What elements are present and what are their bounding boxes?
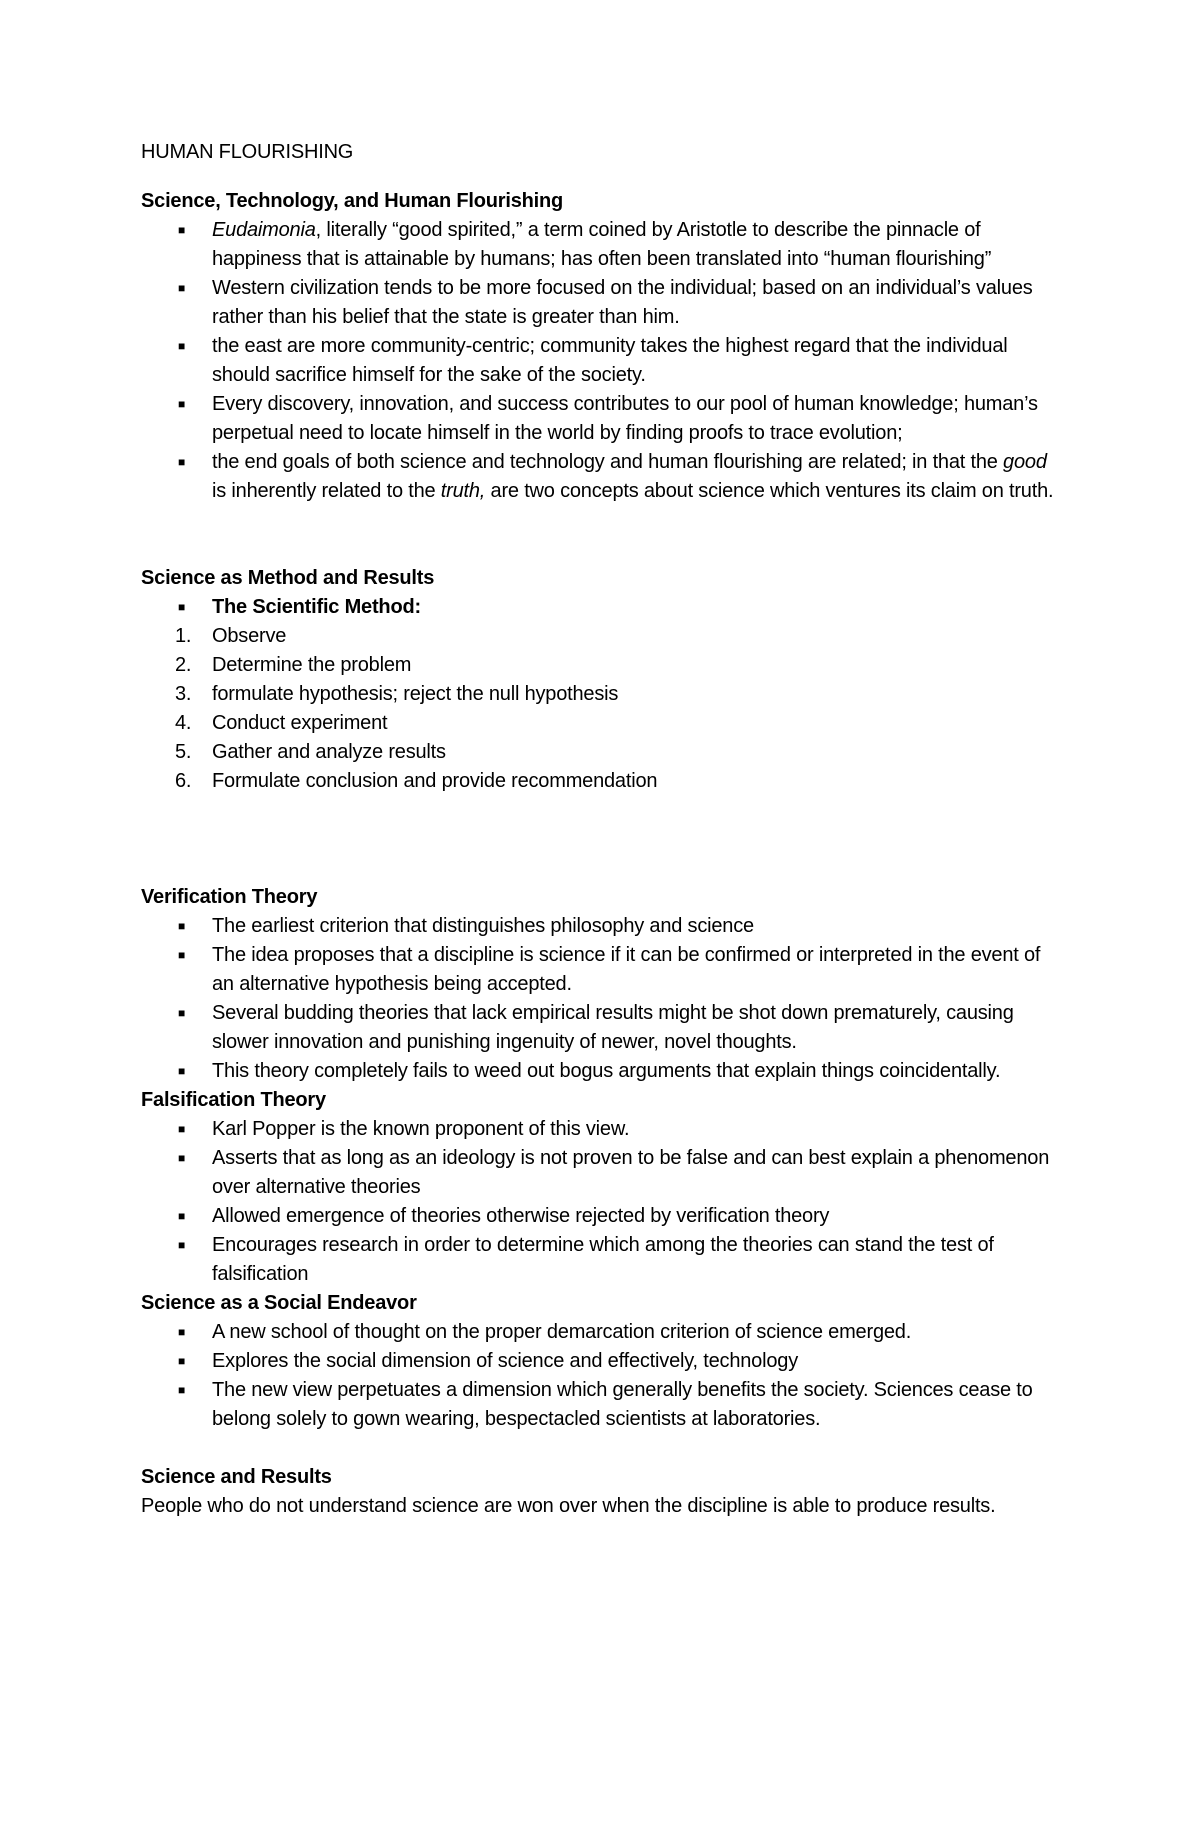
bullet-marker: ■ bbox=[178, 1122, 186, 1136]
spacer bbox=[141, 506, 1061, 564]
bullet-marker: ■ bbox=[178, 281, 186, 295]
list-item-text: Observe bbox=[212, 625, 287, 647]
bullet-marker: ■ bbox=[178, 455, 186, 469]
list-number: 4. bbox=[175, 712, 192, 734]
list-item-text: The idea proposes that a discipline is science if it can be confirmed or interpreted in the event of an alternative hypothesis being accepted. bbox=[212, 944, 1041, 995]
body-paragraph: People who do not understand science are won over when the discipline is able to produce results. bbox=[141, 1495, 996, 1517]
list-item bbox=[141, 941, 1061, 999]
bullet-marker: ■ bbox=[178, 600, 186, 614]
document-title: HUMAN FLOURISHING bbox=[141, 141, 354, 163]
list-item-text: The new view perpetuates a dimension which generally benefits the society. Sciences cease to belong solely to gown wearing, bespectacled scientists at laboratories. bbox=[212, 1379, 1033, 1430]
list-item-text: Formulate conclusion and provide recommendation bbox=[212, 770, 658, 792]
bullet-marker: ■ bbox=[178, 397, 186, 411]
eudaimonia-term: Eudaimonia bbox=[212, 219, 316, 241]
bullet-marker: ■ bbox=[178, 223, 186, 237]
good-term: good bbox=[1003, 451, 1047, 473]
list-number: 5. bbox=[175, 741, 192, 763]
list-item bbox=[141, 390, 1061, 448]
bullet-list-falsification bbox=[141, 1115, 1061, 1289]
list-item bbox=[141, 593, 1061, 622]
list-item bbox=[141, 1115, 1061, 1144]
list-item-text: Several budding theories that lack empirical results might be shot down prematurely, causing slower innovation and punishing ingenuity of newer, novel thoughts. bbox=[212, 1002, 1014, 1053]
bullet-marker: ■ bbox=[178, 1006, 186, 1020]
list-item bbox=[141, 274, 1061, 332]
bullet-marker: ■ bbox=[178, 1383, 186, 1397]
spacer bbox=[141, 1434, 1061, 1463]
list-item bbox=[141, 767, 1061, 796]
list-item bbox=[141, 709, 1061, 738]
list-item-text: Karl Popper is the known proponent of this view. bbox=[212, 1118, 630, 1140]
list-item-text: Asserts that as long as an ideology is not proven to be false and can best explain a phenomenon over alternative theories bbox=[212, 1147, 1050, 1198]
bullet-marker: ■ bbox=[178, 948, 186, 962]
list-item bbox=[141, 1144, 1061, 1202]
list-item bbox=[141, 332, 1061, 390]
list-item-text: Allowed emergence of theories otherwise rejected by verification theory bbox=[212, 1205, 830, 1227]
list-item-text: are two concepts about science which ventures its claim on truth. bbox=[485, 480, 1054, 502]
list-item bbox=[141, 912, 1061, 941]
list-item-text: Gather and analyze results bbox=[212, 741, 446, 763]
list-item-text: Conduct experiment bbox=[212, 712, 388, 734]
bullet-marker: ■ bbox=[178, 919, 186, 933]
bullet-list-method bbox=[141, 593, 1061, 622]
bullet-marker: ■ bbox=[178, 1064, 186, 1078]
list-item bbox=[141, 651, 1061, 680]
list-item bbox=[141, 1202, 1061, 1231]
list-number: 3. bbox=[175, 683, 192, 705]
bullet-marker: ■ bbox=[178, 1325, 186, 1339]
list-item-text: The earliest criterion that distinguishes philosophy and science bbox=[212, 915, 754, 937]
truth-term: truth, bbox=[440, 480, 486, 502]
list-item-text: Explores the social dimension of science and effectively, technology bbox=[212, 1350, 798, 1372]
list-number: 2. bbox=[175, 654, 192, 676]
spacer bbox=[141, 796, 1061, 883]
list-item-text: A new school of thought on the proper demarcation criterion of science emerged. bbox=[212, 1321, 912, 1343]
list-item-text: Every discovery, innovation, and success contributes to our pool of human knowledge; human’s perpetual need to locate himself in the world by finding proofs to trace evolution; bbox=[212, 393, 1038, 444]
list-item-text: the end goals of both science and technology and human flourishing are related; in that the bbox=[212, 451, 1004, 473]
list-item bbox=[141, 1057, 1061, 1086]
bullet-marker: ■ bbox=[178, 1354, 186, 1368]
section-heading-science-results: Science and Results bbox=[141, 1466, 332, 1488]
list-item bbox=[141, 622, 1061, 651]
list-item-text: the east are more community-centric; community takes the highest regard that the individual should sacrifice himself for the sake of the society. bbox=[212, 335, 1008, 386]
list-item bbox=[141, 1318, 1061, 1347]
list-item-text: This theory completely fails to weed out bogus arguments that explain things coincidentally. bbox=[212, 1060, 1001, 1082]
bullet-list-social-endeavor bbox=[141, 1318, 1061, 1434]
list-number: 1. bbox=[175, 625, 192, 647]
list-item-text: formulate hypothesis; reject the null hypothesis bbox=[212, 683, 619, 705]
list-number: 6. bbox=[175, 770, 192, 792]
numbered-list-scientific-method bbox=[141, 622, 1061, 796]
list-item bbox=[141, 738, 1061, 767]
list-item-text: Western civilization tends to be more focused on the individual; based on an individual’s values rather than his belief that the state is greater than him. bbox=[212, 277, 1033, 328]
section-heading-human-flourishing: Science, Technology, and Human Flourishing bbox=[141, 190, 564, 212]
document-page bbox=[141, 138, 1061, 1521]
list-item-text: Encourages research in order to determine which among the theories can stand the test of falsification bbox=[212, 1234, 994, 1285]
bullet-marker: ■ bbox=[178, 1238, 186, 1252]
list-item bbox=[141, 448, 1061, 506]
bullet-marker: ■ bbox=[178, 1151, 186, 1165]
section-heading-verification: Verification Theory bbox=[141, 886, 318, 908]
section-heading-falsification: Falsification Theory bbox=[141, 1089, 326, 1111]
list-item bbox=[141, 999, 1061, 1057]
section-heading-method-results: Science as Method and Results bbox=[141, 567, 435, 589]
list-item bbox=[141, 680, 1061, 709]
list-item bbox=[141, 216, 1061, 274]
list-item bbox=[141, 1231, 1061, 1289]
section-heading-social-endeavor: Science as a Social Endeavor bbox=[141, 1292, 417, 1314]
bullet-list-human-flourishing bbox=[141, 216, 1061, 506]
list-item-text: is inherently related to the bbox=[212, 480, 441, 502]
bullet-list-verification bbox=[141, 912, 1061, 1086]
list-item bbox=[141, 1347, 1061, 1376]
bullet-marker: ■ bbox=[178, 1209, 186, 1223]
list-item-text: Determine the problem bbox=[212, 654, 412, 676]
list-item-text: The Scientific Method: bbox=[212, 596, 421, 618]
list-item-text: , literally “good spirited,” a term coined by Aristotle to describe the pinnacle of happiness that is attainable by humans; has often been translated into “human flourishing” bbox=[212, 219, 992, 270]
bullet-marker: ■ bbox=[178, 339, 186, 353]
list-item bbox=[141, 1376, 1061, 1434]
